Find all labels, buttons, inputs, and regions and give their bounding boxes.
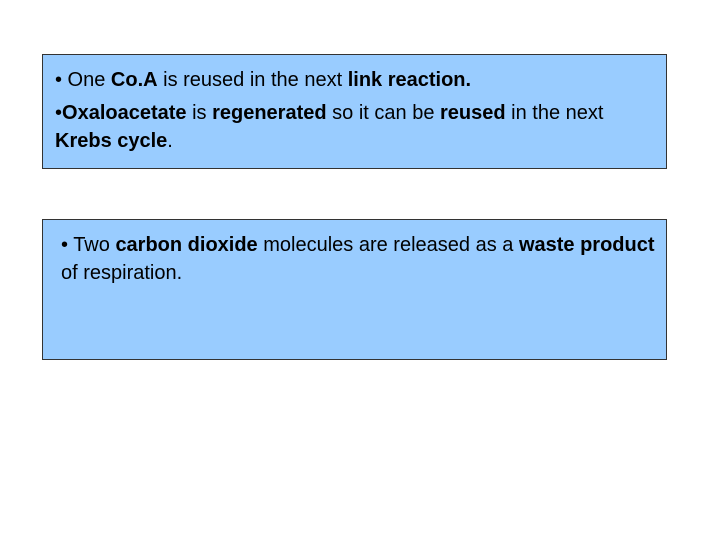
bullet-coa-reused [55, 66, 656, 94]
text-run: of respiration. [61, 262, 183, 284]
text-run: in the next [505, 102, 604, 124]
text-run-bold: regenerated [212, 102, 327, 124]
text-run: . [167, 130, 173, 152]
text-box-link-reaction [42, 54, 667, 169]
text-run: • Two [61, 234, 116, 256]
text-run: is [186, 102, 213, 124]
text-run: • [55, 102, 63, 124]
text-run-bold: Krebs cycle [55, 130, 168, 152]
text-box-carbon-dioxide [42, 219, 667, 360]
text-run-bold: link reaction. [347, 69, 472, 91]
text-run: is reused in the next [157, 69, 348, 91]
text-run-bold: carbon dioxide [115, 234, 258, 256]
text-run: molecules are released as a [257, 234, 519, 256]
text-run-bold: Co.A [110, 69, 158, 91]
text-run: • One [55, 69, 111, 91]
text-run: so it can be [326, 102, 440, 124]
bullet-carbon-dioxide-released [61, 231, 656, 287]
text-run-bold: waste product [518, 234, 655, 256]
text-run-bold: reused [440, 102, 506, 124]
bullet-oxaloacetate-regenerated [55, 99, 656, 155]
text-run-bold: Oxaloacetate [62, 102, 187, 124]
